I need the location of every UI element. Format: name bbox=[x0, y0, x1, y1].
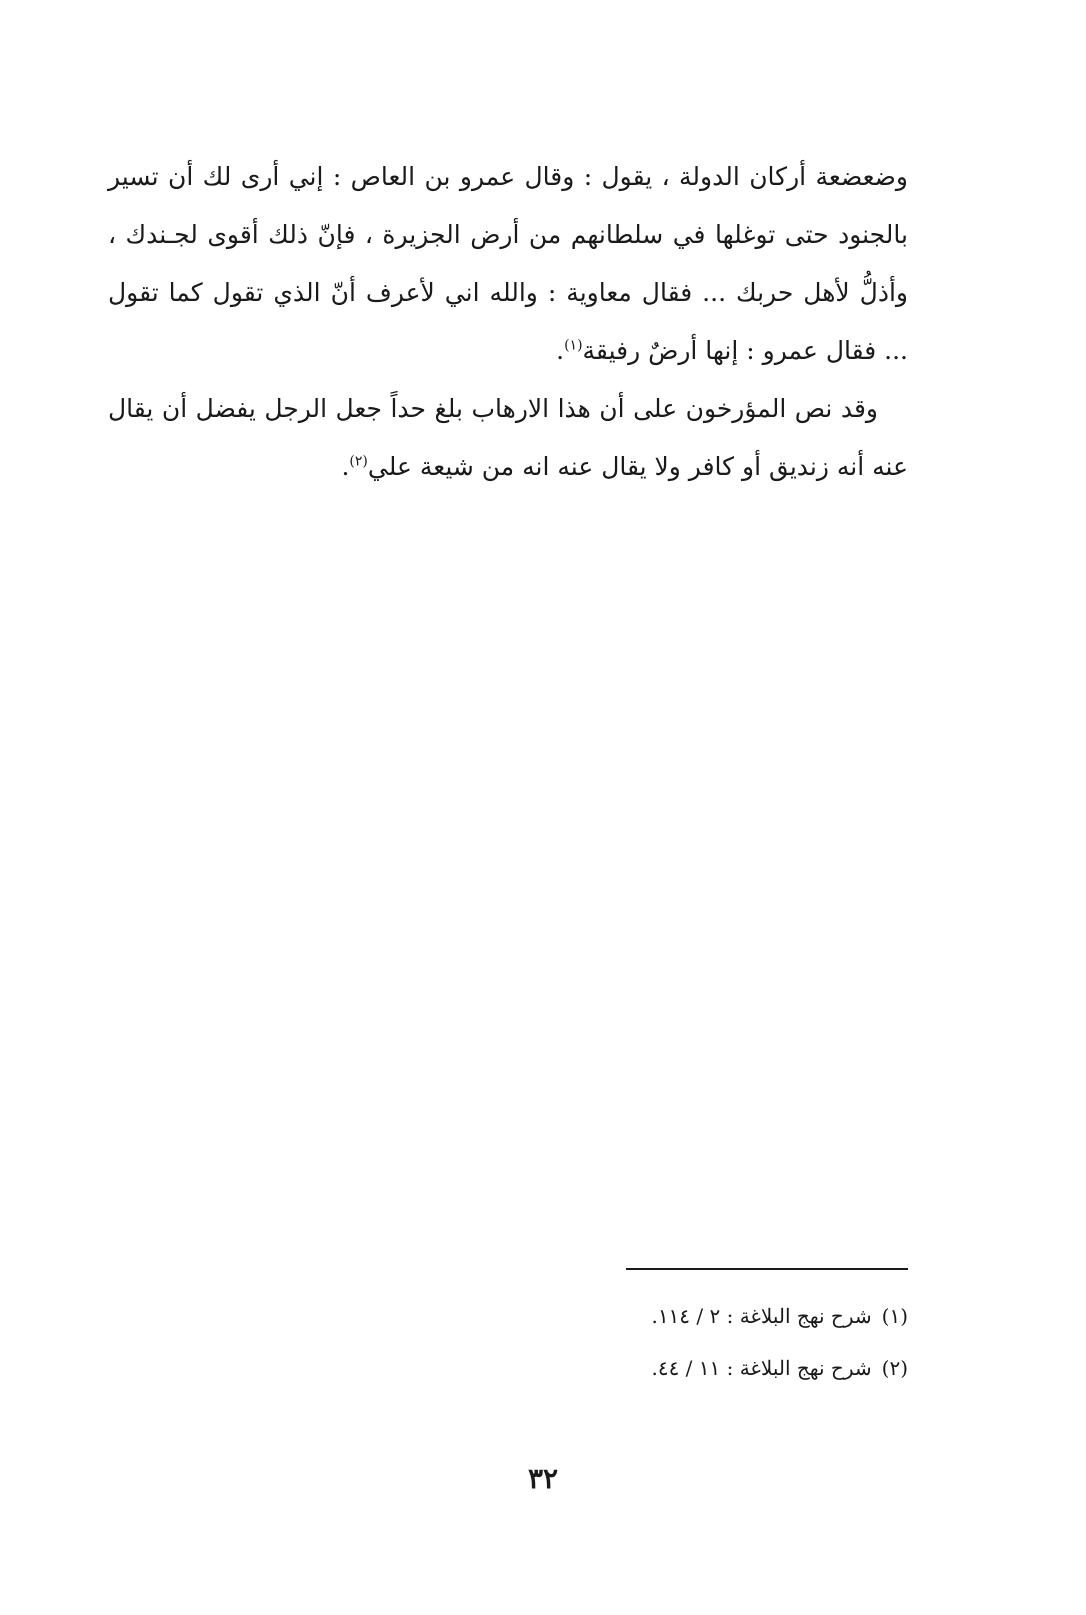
paragraph-2 bbox=[108, 380, 908, 496]
main-text bbox=[108, 148, 908, 496]
footnote-1-text: شرح نهج البلاغة : ٢ / ١١٤. bbox=[651, 1304, 872, 1328]
footnotes bbox=[508, 1290, 908, 1394]
paragraph-2-text: وقد نص المؤرخون على أن هذا الارهاب بلغ حداً جعل الرجل يفضل أن يقال عنه أنه زنديق أو كافر ولا يقال عنه انه من شيعة علي bbox=[108, 394, 908, 481]
footnote-ref-2: (٢) bbox=[349, 453, 368, 470]
footnote-2-number: (٢) bbox=[881, 1356, 908, 1380]
paragraph-1-end: . bbox=[556, 336, 565, 365]
footnote-separator bbox=[626, 1268, 908, 1270]
footnote-ref-1: (١) bbox=[564, 337, 583, 354]
footnote-1-number: (١) bbox=[881, 1304, 908, 1328]
paragraph-2-end: . bbox=[341, 452, 350, 481]
footnote-2-text: شرح نهج البلاغة : ١١ / ٤٤. bbox=[651, 1356, 872, 1380]
page-number: ٣٢ bbox=[527, 1462, 559, 1495]
paragraph-1-text: وضعضعة أركان الدولة ، يقول : وقال عمرو بن العاص : إني أرى لك أن تسير بالجنود حتى توغلها في سلطانهم من أرض الجزيرة ، فإنّ ذلك أقوى لجـندك ، وأذلُّ لأهل حربك ... فقال معاوية : والله اني لأعرف أنّ الذي تقول كما تقول ... فقال عمرو : إنها أرضٌ رفيقة bbox=[108, 162, 908, 365]
footnote-2 bbox=[508, 1342, 908, 1394]
paragraph-1 bbox=[108, 148, 908, 380]
footnote-1 bbox=[508, 1290, 908, 1342]
